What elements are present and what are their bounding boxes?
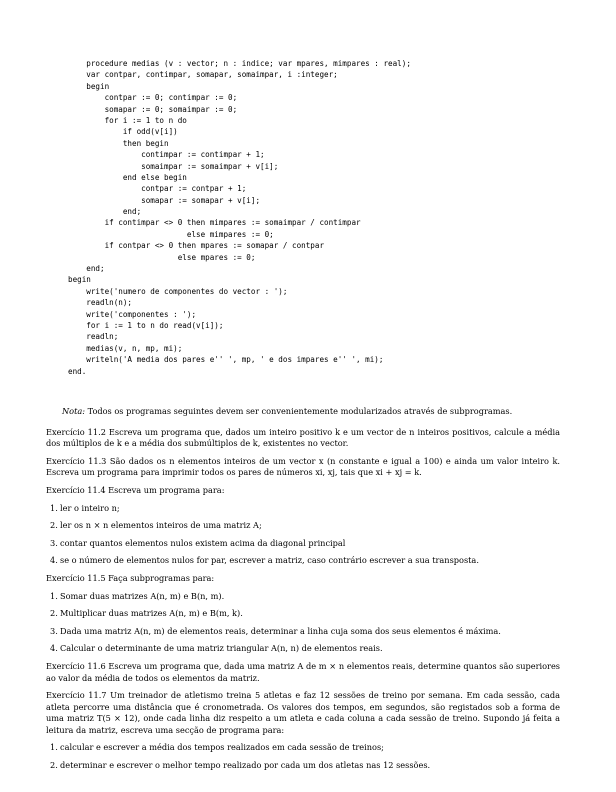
exercise-text: Um treinador de atletismo treina 5 atletas e faz 12 sessões de treino por semana. Em cada sessão, cada atleta percorre uma distância que é cronometrada. Os valores dos tempos, em segundos, são registados sob a forma de uma matriz T(5 × 12), onde cada linha diz respeito a um atleta e cada coluna a cada sessão de treino. Supondo já feita a leitura da matriz, escreva uma secção de programa para:	[46, 690, 560, 735]
exercise-text: Faça subprogramas para:	[105, 572, 215, 583]
code-line: end.	[68, 366, 87, 376]
item-text: se o número de elementos nulos for par, escrever a matriz, caso contrário escrever a sua transposta.	[60, 555, 479, 566]
exercise-items	[46, 742, 560, 771]
exercise-item	[46, 520, 560, 532]
exercise-item	[46, 538, 560, 550]
item-text: ler o inteiro n;	[60, 502, 120, 513]
item-text: Calcular o determinante de uma matriz triangular A(n, n) de elementos reais.	[60, 643, 383, 654]
item-number: 1.	[50, 502, 58, 513]
exercise-title: Exercício 11.6	[46, 660, 106, 671]
code-line: somaimpar := somaimpar + v[i];	[68, 161, 279, 171]
exercise-title: Exercício 11.2	[46, 426, 106, 437]
code-line: if contimpar <> 0 then mimpares := somaimpar / contimpar	[68, 218, 361, 228]
code-line: readln;	[68, 332, 119, 342]
item-text: Somar duas matrizes A(n, m) e B(n, m).	[60, 590, 225, 601]
item-text: contar quantos elementos nulos existem acima da diagonal principal	[60, 537, 346, 548]
exercise-paragraph	[46, 690, 560, 736]
code-line: begin	[68, 275, 91, 285]
exercise-item	[46, 760, 560, 772]
exercise-title: Exercício 11.5	[46, 572, 106, 583]
item-text: Dada uma matriz A(n, m) de elementos reais, determinar a linha cuja soma dos seus elementos é máxima.	[60, 625, 501, 636]
exercise-item	[46, 503, 560, 515]
exercise-paragraph	[46, 661, 560, 684]
item-number: 1.	[50, 742, 58, 753]
code-line: if odd(v[i])	[68, 127, 178, 137]
code-line: end;	[68, 207, 142, 217]
item-text: ler os n × n elementos inteiros de uma matriz A;	[60, 520, 262, 531]
exercise-text: Escreva um programa que, dados um inteiro positivo k e um vector de n inteiros positivos, calcule a média dos múltiplos de k e a média dos submúltiplos de k, existentes no vector.	[46, 426, 560, 449]
code-line: procedure medias (v : vector; n : indice; var mpares, mimpares : real);	[68, 59, 411, 68]
exercise-item	[46, 608, 560, 620]
code-line: writeln('A media dos pares e'' ', mp, ' e dos impares e'' ', mi);	[68, 355, 384, 365]
exercise-text: Escreva um programa que, dada uma matriz A de m × n elementos reais, determine quantos são superiores ao valor da média de todos os elementos da matriz.	[46, 660, 560, 683]
code-line: end else begin	[68, 172, 187, 182]
code-line: somapar := somapar + v[i];	[68, 195, 261, 205]
item-number: 3.	[50, 625, 58, 636]
code-line: contpar := contpar + 1;	[68, 184, 247, 194]
exercise-paragraph	[46, 573, 560, 585]
code-line: somapar := 0; somaimpar := 0;	[68, 104, 238, 114]
exercise-text: São dados os n elementos inteiros de um vector x (n constante e igual a 100) e ainda um valor inteiro k. Escreva um programa para imprimir todos os pares de números xi, xj, tais que xi + xj = k.	[46, 455, 561, 478]
document-body	[46, 406, 560, 778]
exercise-paragraph	[46, 485, 560, 497]
exercise-item	[46, 643, 560, 655]
code-line: else mpares := 0;	[68, 252, 256, 262]
exercise-items	[46, 591, 560, 655]
pascal-code-listing	[68, 58, 411, 377]
item-text: calcular e escrever a média dos tempos realizados em cada sessão de treinos;	[60, 742, 384, 753]
code-line: contpar := 0; contimpar := 0;	[68, 93, 238, 103]
code-line: end;	[68, 264, 105, 274]
code-line: medias(v, n, mp, mi);	[68, 343, 183, 353]
exercise-paragraph	[46, 427, 560, 450]
item-text: Multiplicar duas matrizes A(n, m) e B(m, k).	[60, 608, 243, 619]
exercise-paragraph	[46, 456, 560, 479]
item-number: 4.	[50, 643, 58, 654]
exercise-item	[46, 591, 560, 603]
exercise-title: Exercício 11.3	[46, 455, 107, 466]
exercise-item	[46, 742, 560, 754]
code-line: for i := 1 to n do	[68, 115, 187, 125]
code-line: var contpar, contimpar, somapar, somaimpar, i :integer;	[68, 70, 338, 80]
code-line: write('numero de componentes do vector : ');	[68, 286, 288, 296]
item-text: determinar e escrever o melhor tempo realizado por cada um dos atletas nas 12 sessões.	[60, 760, 431, 771]
item-number: 2.	[50, 520, 58, 531]
exercise-items	[46, 503, 560, 567]
code-line: write('componentes : ');	[68, 309, 197, 319]
item-number: 3.	[50, 537, 58, 548]
exercise-text: Escreva um programa para:	[105, 484, 225, 495]
item-number: 2.	[50, 608, 58, 619]
code-line: readln(n);	[68, 298, 133, 308]
exercise-item	[46, 555, 560, 567]
code-line: if contpar <> 0 then mpares := somapar / contpar	[68, 241, 325, 251]
item-number: 1.	[50, 590, 58, 601]
note-paragraph	[62, 406, 560, 418]
exercise-title: Exercício 11.7	[46, 690, 107, 701]
code-line: begin	[68, 81, 110, 91]
exercise-item	[46, 626, 560, 638]
note-text: Todos os programas seguintes devem ser convenientemente modularizados através de subprogramas.	[85, 406, 513, 416]
exercise-list	[46, 427, 560, 772]
code-line: contimpar := contimpar + 1;	[68, 150, 265, 160]
code-line: else mimpares := 0;	[68, 229, 274, 239]
item-number: 2.	[50, 760, 58, 771]
exercise-title: Exercício 11.4	[46, 484, 106, 495]
code-line: for i := 1 to n do read(v[i]);	[68, 320, 224, 330]
code-line: then begin	[68, 138, 169, 148]
item-number: 4.	[50, 555, 58, 566]
note-label: Nota:	[62, 406, 86, 416]
